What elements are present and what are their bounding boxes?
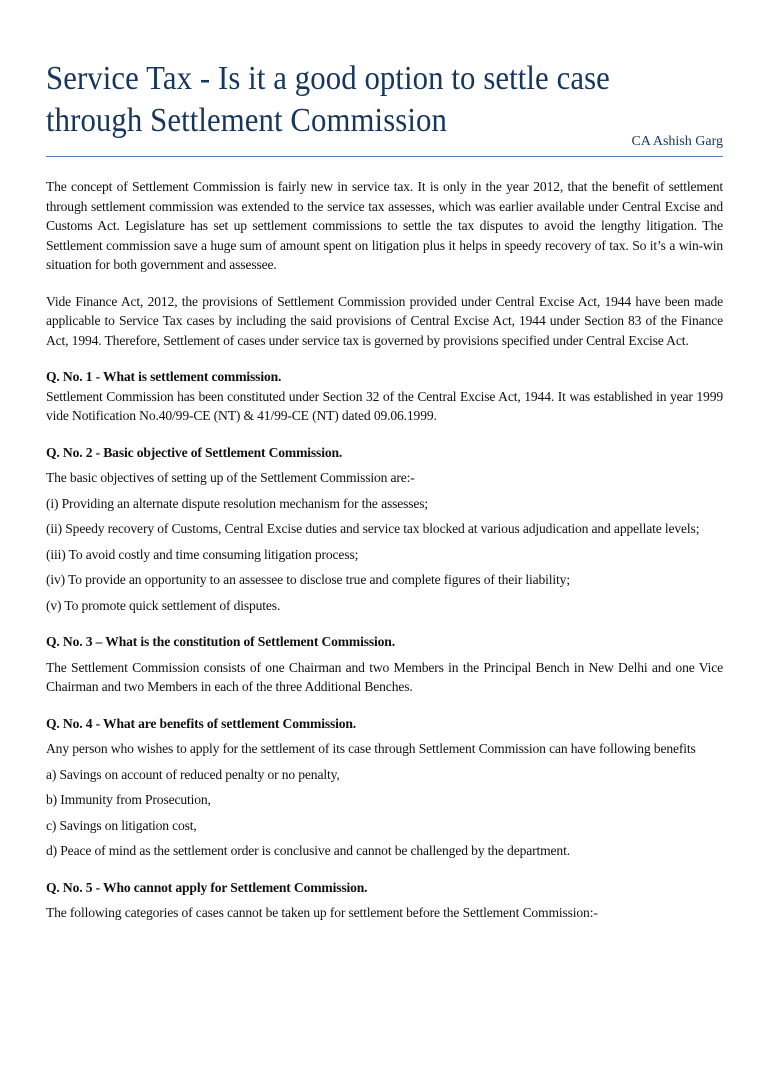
list-item: (i) Providing an alternate dispute resolution mechanism for the assesses; bbox=[46, 495, 429, 511]
question-5-section bbox=[46, 878, 723, 923]
question-2-section bbox=[46, 443, 723, 616]
list-item: a) Savings on account of reduced penalty or no penalty, bbox=[46, 766, 340, 782]
question-4-section bbox=[46, 714, 723, 861]
list-item: (iii) To avoid costly and time consuming litigation process; bbox=[46, 546, 359, 562]
answer-intro: The following categories of cases cannot be taken up for settlement before the Settlement Commission:- bbox=[46, 905, 598, 920]
title-divider bbox=[46, 156, 723, 157]
answer-intro: The basic objectives of setting up of the Settlement Commission are:- bbox=[46, 470, 415, 485]
list-item: (v) To promote quick settlement of disputes. bbox=[46, 597, 281, 613]
list-item: (ii) Speedy recovery of Customs, Central Excise duties and service tax blocked at various adjudication and appellate levels; bbox=[46, 521, 700, 536]
document-title bbox=[46, 58, 661, 142]
question-heading: Q. No. 3 – What is the constitution of Settlement Commission. bbox=[46, 634, 395, 649]
answer-text: Settlement Commission has been constituted under Section 32 of the Central Excise Act, 1944. It was established in year 1999 vide Notification No.40/99-CE (NT) & 41/99-CE (NT) dated 09.06.1999. bbox=[46, 388, 723, 423]
list-item: b) Immunity from Prosecution, bbox=[46, 792, 211, 807]
title-line-1: Service Tax - Is it a good option to settle case bbox=[46, 60, 610, 97]
intro-paragraph-1: The concept of Settlement Commission is fairly new in service tax. It is only in the year 2012, that the benefit of settlement through settlement commission was extended to the service tax assesses, which was earlier available under Central Excise and Customs Act. Legislature has set up settlement commissions to settle the tax disputes to avoid the lengthy litigation. The Settlement commission save a huge sum of amount spent on litigation plus it helps in speedy recovery of tax. So it’s a win-win situation for both government and assessee. bbox=[46, 179, 723, 272]
question-heading: Q. No. 2 - Basic objective of Settlement Commission. bbox=[46, 444, 343, 460]
question-3-section bbox=[46, 632, 723, 697]
question-heading: Q. No. 5 - Who cannot apply for Settlement Commission. bbox=[46, 879, 368, 895]
list-item: c) Savings on litigation cost, bbox=[46, 817, 197, 833]
title-line-2: through Settlement Commission bbox=[46, 102, 447, 139]
answer-text: The Settlement Commission consists of one Chairman and two Members in the Principal Bench in New Delhi and one Vice Chairman and two Members in each of the three Additional Benches. bbox=[46, 659, 723, 694]
question-heading: Q. No. 1 - What is settlement commission. bbox=[46, 369, 282, 384]
author-name: CA Ashish Garg bbox=[631, 134, 723, 149]
list-item: (iv) To provide an opportunity to an assessee to disclose true and complete figures of their liability; bbox=[46, 572, 570, 587]
document-body bbox=[46, 177, 723, 923]
intro-paragraph-2: Vide Finance Act, 2012, the provisions of Settlement Commission provided under Central Excise Act, 1944 have been made applicable to Service Tax cases by including the said provisions of Central Excise Act, 1944 under Section 83 of the Finance Act, 1994. Therefore, Settlement of cases under service tax is governed by provisions specified under Central Excise Act. bbox=[46, 293, 723, 348]
list-item: d) Peace of mind as the settlement order is conclusive and cannot be challenged by the department. bbox=[46, 843, 570, 858]
question-heading: Q. No. 4 - What are benefits of settlement Commission. bbox=[46, 715, 357, 731]
answer-intro: Any person who wishes to apply for the settlement of its case through Settlement Commission can have following benefits bbox=[46, 741, 696, 756]
question-1-section bbox=[46, 367, 723, 426]
